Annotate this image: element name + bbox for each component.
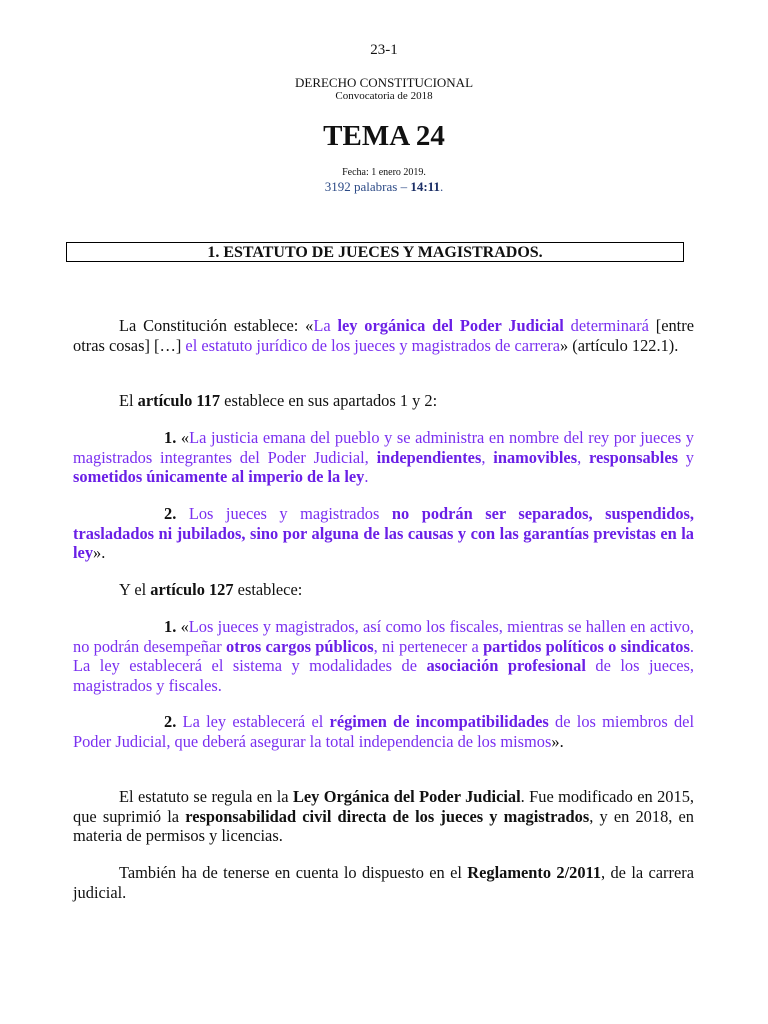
subject-title: DERECHO CONSTITUCIONAL [294,75,474,90]
paragraph-127-1: 1. «Los jueces y magistrados, así como los fiscales, mientras se hallen en activo, no podrán desempeñar otros cargos públicos, ni pertenecer a partidos políticos o sindicatos. La ley establecerá el sistema y modalidades de asociación profesional de los jueces, magistrados y fiscales. [73,617,694,695]
paragraph-lopj: El estatuto se regula en la Ley Orgánica del Poder Judicial. Fue modificado en 2015, que suprimió la responsabilidad civil directa de los jueces y magistrados, y en 2018, en materia de permisos y licencias. [73,787,694,846]
page-number: 23-1 [370,42,398,58]
section-heading: 1. ESTATUTO DE JUECES Y MAGISTRADOS. [66,242,684,262]
paragraph-article-117: El artículo 117 establece en sus apartados 1 y 2: [119,391,438,410]
paragraph-reglamento: También ha de tenerse en cuenta lo dispuesto en el Reglamento 2/2011, de la carrera judicial. [73,863,694,902]
date-line: Fecha: 1 enero 2019. [342,167,426,178]
paragraph-constitution: La Constitución establece: «La ley orgánica del Poder Judicial determinará [entre otras cosas] […] el estatuto jurídico de los jueces y magistrados de carrera» (artículo 122.1). [73,316,694,355]
topic-title: TEMA 24 [323,120,445,152]
time-stamp: 14:11 [410,179,440,194]
word-count: 3192 palabras – [324,179,408,194]
paragraph-117-1: 1. «La justicia emana del pueblo y se administra en nombre del rey por jueces y magistrados integrantes del Poder Judicial, independientes, inamovibles, responsables y sometidos únicamente al imperio de la ley. [73,428,695,487]
paragraph-117-2: 2. Los jueces y magistrados no podrán ser separados, suspendidos, trasladados ni jubilados, sino por alguna de las causas y con las garantías previstas en la ley». [73,504,694,563]
paragraph-article-127: Y el artículo 127 establece: [119,580,303,599]
word-count-line: 3192 palabras – 14:11. [324,179,444,194]
paragraph-127-2: 2. La ley establecerá el régimen de incompatibilidades de los miembros del Poder Judicial, que deberá asegurar la total independencia de los mismos». [73,712,695,751]
convocatoria-line: Convocatoria de 2018 [335,90,433,102]
